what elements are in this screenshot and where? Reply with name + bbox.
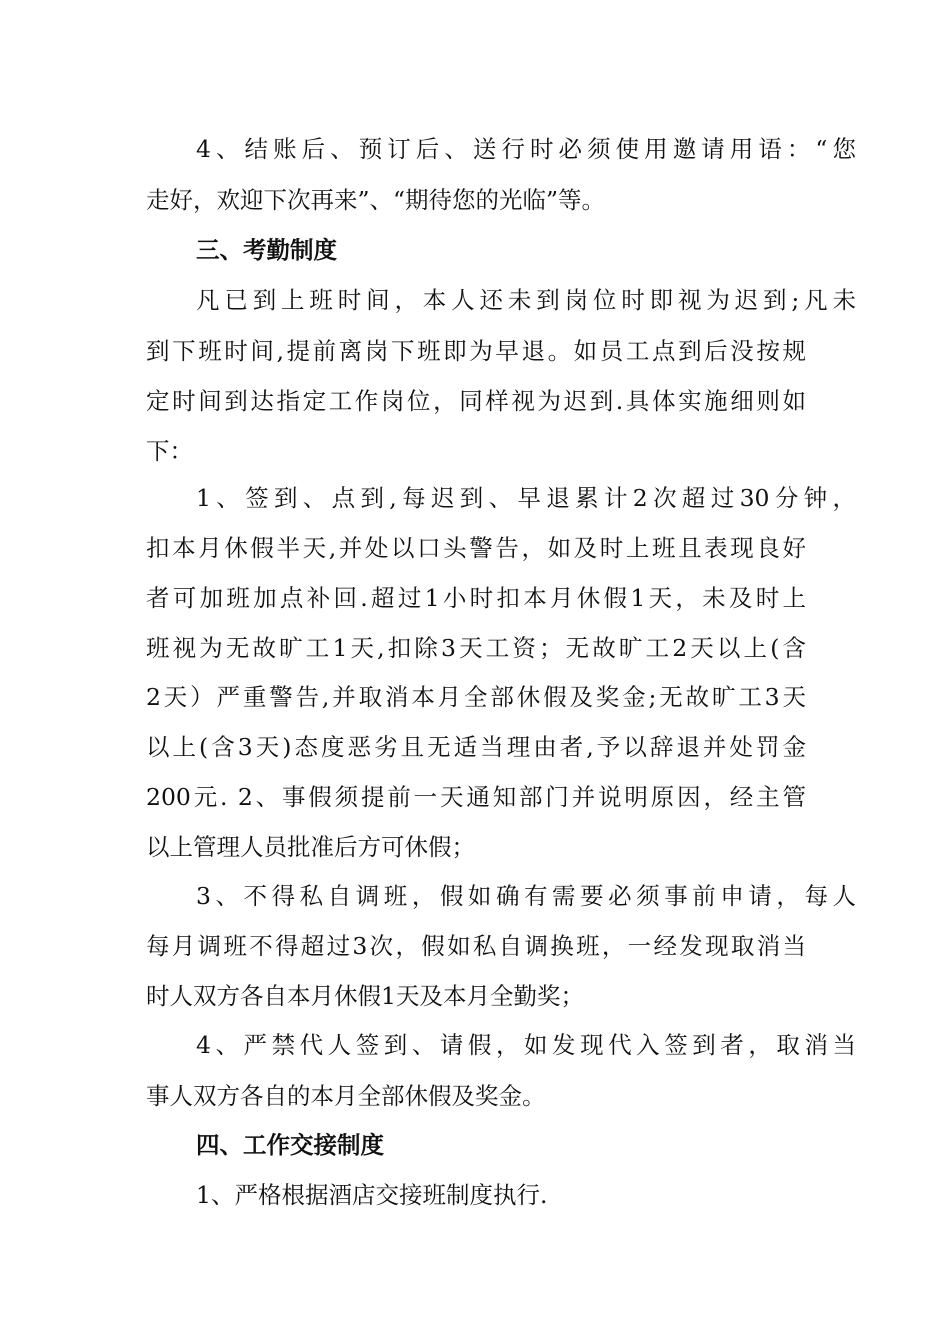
paragraph-line: 以上(含3天)态度恶劣且无适当理由者,予以辞退并处罚金: [146, 733, 806, 761]
paragraph-line: 2天）严重警告,并取消本月全部休假及奖金;无故旷工3天: [146, 683, 806, 711]
paragraph-line: 走好，欢迎下次再来”、“期待您的光临”等。: [146, 186, 606, 214]
paragraph-line: 200元. 2、事假须提前一天通知部门并说明原因，经主管: [146, 783, 806, 811]
paragraph-line: 1、严格根据酒店交接班制度执行.: [196, 1181, 548, 1209]
paragraph-line: 1、签到、点到,每迟到、早退累计2次超过30分钟，: [196, 484, 856, 512]
paragraph-line: 班视为无故旷工1天,扣除3天工资；无故旷工2天以上(含: [146, 634, 806, 662]
paragraph-line: 凡已到上班时间，本人还未到岗位时即视为迟到;凡未: [196, 286, 856, 314]
section-heading-attendance: 三、考勤制度: [196, 236, 337, 264]
paragraph-line: 事人双方各自的本月全部休假及奖金。: [146, 1082, 546, 1110]
paragraph-line: 4、结账后、预订后、送行时必须使用邀请用语：“您: [196, 135, 856, 163]
paragraph-line: 定时间到达指定工作岗位，同样视为迟到.具体实施细则如: [146, 387, 806, 415]
section-heading-handover: 四、工作交接制度: [196, 1131, 384, 1159]
paragraph-line: 时人双方各自本月休假1天及本月全勤奖；: [146, 982, 584, 1010]
paragraph-line: 以上管理人员批准后方可休假；: [146, 833, 475, 861]
paragraph-line: 者可加班加点补回.超过1小时扣本月休假1天，未及时上: [146, 584, 806, 612]
paragraph-line: 下：: [146, 437, 193, 465]
paragraph-line: 每月调班不得超过3次，假如私自调换班，一经发现取消当: [146, 932, 806, 960]
paragraph-line: 3、不得私自调班，假如确有需要必须事前申请，每人: [196, 882, 856, 910]
paragraph-line: 4、严禁代人签到、请假，如发现代入签到者，取消当: [196, 1031, 856, 1059]
paragraph-line: 扣本月休假半天,并处以口头警告，如及时上班且表现良好: [146, 534, 806, 562]
paragraph-line: 到下班时间,提前离岗下班即为早退。如员工点到后没按规: [146, 337, 806, 365]
